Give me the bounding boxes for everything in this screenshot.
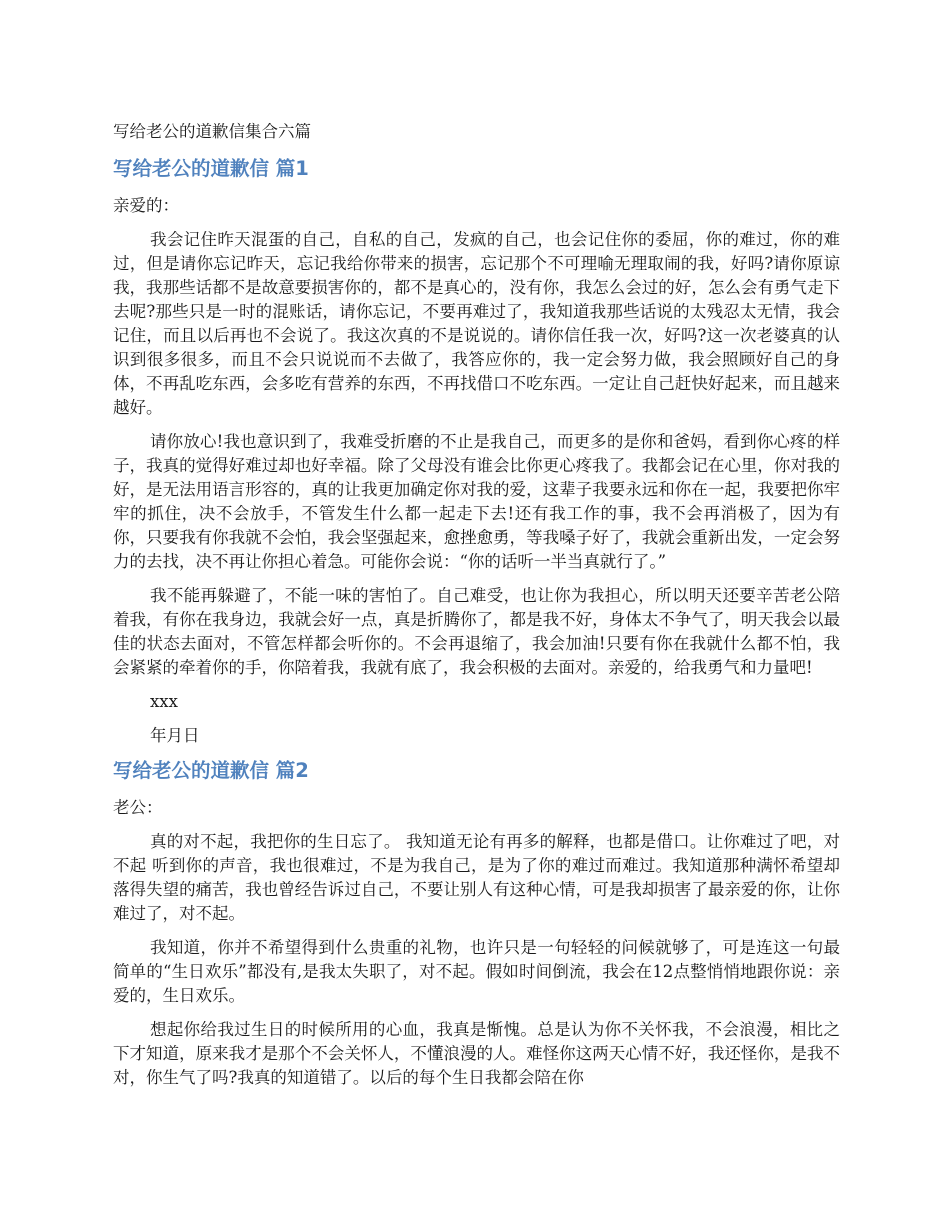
salutation: 亲爱的： [113, 196, 179, 215]
paragraph: 我会记住昨天混蛋的自己，自私的自己，发疯的自己，也会记住你的委屈，你的难过，你的难过，但是请你忘记昨天，忘记我给你带来的损害，忘记那个不可理喻无理取闹的我，好吗?请你原谅我，我那些话都不是故意要损害你的，都不是真心的，没有你，我怎么会过的好，怎么会有勇气走下去呢?那些只是一时的混账话，请你忘记，不要再难过了，我知道我那些话说的太残忍太无情，我会记住，而且以后再也不会说了。我这次真的不是说说的。请你信任我一次，好吗?这一次老婆真的认识到很多很多，而且不会只说说而不去做了，我答应你的，我一定会努力做，我会照顾好自己的身体，不再乱吃东西，会多吃有营养的东西，不再找借口不吃东西。一定让自己赶快好起来，而且越来越好。 [113, 230, 840, 417]
paragraph: 真的对不起，我把你的生日忘了。 我知道无论有再多的解释，也都是借口。让你难过了吧，对不起 听到你的声音，我也很难过，不是为我自己，是为了你的难过而难过。我知道那种满怀希望却落得失望的痛苦，我也曾经告诉过自己，不要让别人有这种心情，可是我却损害了最亲爱的你，让你难过了，对不起。 [113, 832, 840, 923]
signature: xxx [150, 692, 178, 711]
paragraph: 我不能再躲避了，不能一味的害怕了。自己难受，也让你为我担心，所以明天还要辛苦老公陪着我，有你在我身边，我就会好一点，真是折腾你了，都是我不好，身体太不争气了，明天我会以最佳的状态去面对，不管怎样都会听你的。不会再退缩了，我会加油!只要有你在我就什么都不怕，我会紧紧的牵着你的手，你陪着我，我就有底了，我会积极的去面对。亲爱的，给我勇气和力量吧! [113, 586, 840, 677]
letter-section-1 [113, 156, 840, 748]
paragraph: 请你放心!我也意识到了，我难受折磨的不止是我自己，而更多的是你和爸妈，看到你心疼的样子，我真的觉得好难过却也好幸福。除了父母没有谁会比你更心疼我了。我都会记在心里，你对我的好，是无法用语言形容的，真的让我更加确定你对我的爱，这辈子我要永远和你在一起，我要把你牢牢的抓住，决不会放手，不管发生什么都一起走下去!还有我工作的事，我不会再消极了，因为有你，只要我有你我就不会怕，我会坚强起来，愈挫愈勇，等我嗓子好了，我就会重新出发，一定会努力的去找，决不再让你担心着急。可能你会说：“你的话听一半当真就行了。” [113, 432, 840, 571]
section-heading: 写给老公的道歉信 篇2 [113, 759, 309, 782]
letter-section-2 [113, 758, 840, 1090]
paragraph: 想起你给我过生日的时候所用的心血，我真是惭愧。总是认为你不关怀我，不会浪漫，相比之下才知道，原来我才是那个不会关怀人，不懂浪漫的人。难怪你这两天心情不好，我还怪你，是我不对，你生气了吗?我真的知道错了。以后的每个生日我都会陪在你 [113, 1020, 840, 1087]
document-title: 写给老公的道歉信集合六篇 [113, 122, 311, 141]
salutation: 老公： [113, 798, 163, 817]
date-line: 年月日 [150, 726, 200, 745]
paragraph: 我知道，你并不希望得到什么贵重的礼物，也许只是一句轻轻的问候就够了，可是连这一句最简单的“生日欢乐”都没有,是我太失职了，对不起。假如时间倒流，我会在12点整悄悄地跟你说：亲爱的，生日欢乐。 [113, 938, 840, 1005]
section-heading: 写给老公的道歉信 篇1 [113, 157, 309, 180]
document-page [113, 120, 840, 1100]
